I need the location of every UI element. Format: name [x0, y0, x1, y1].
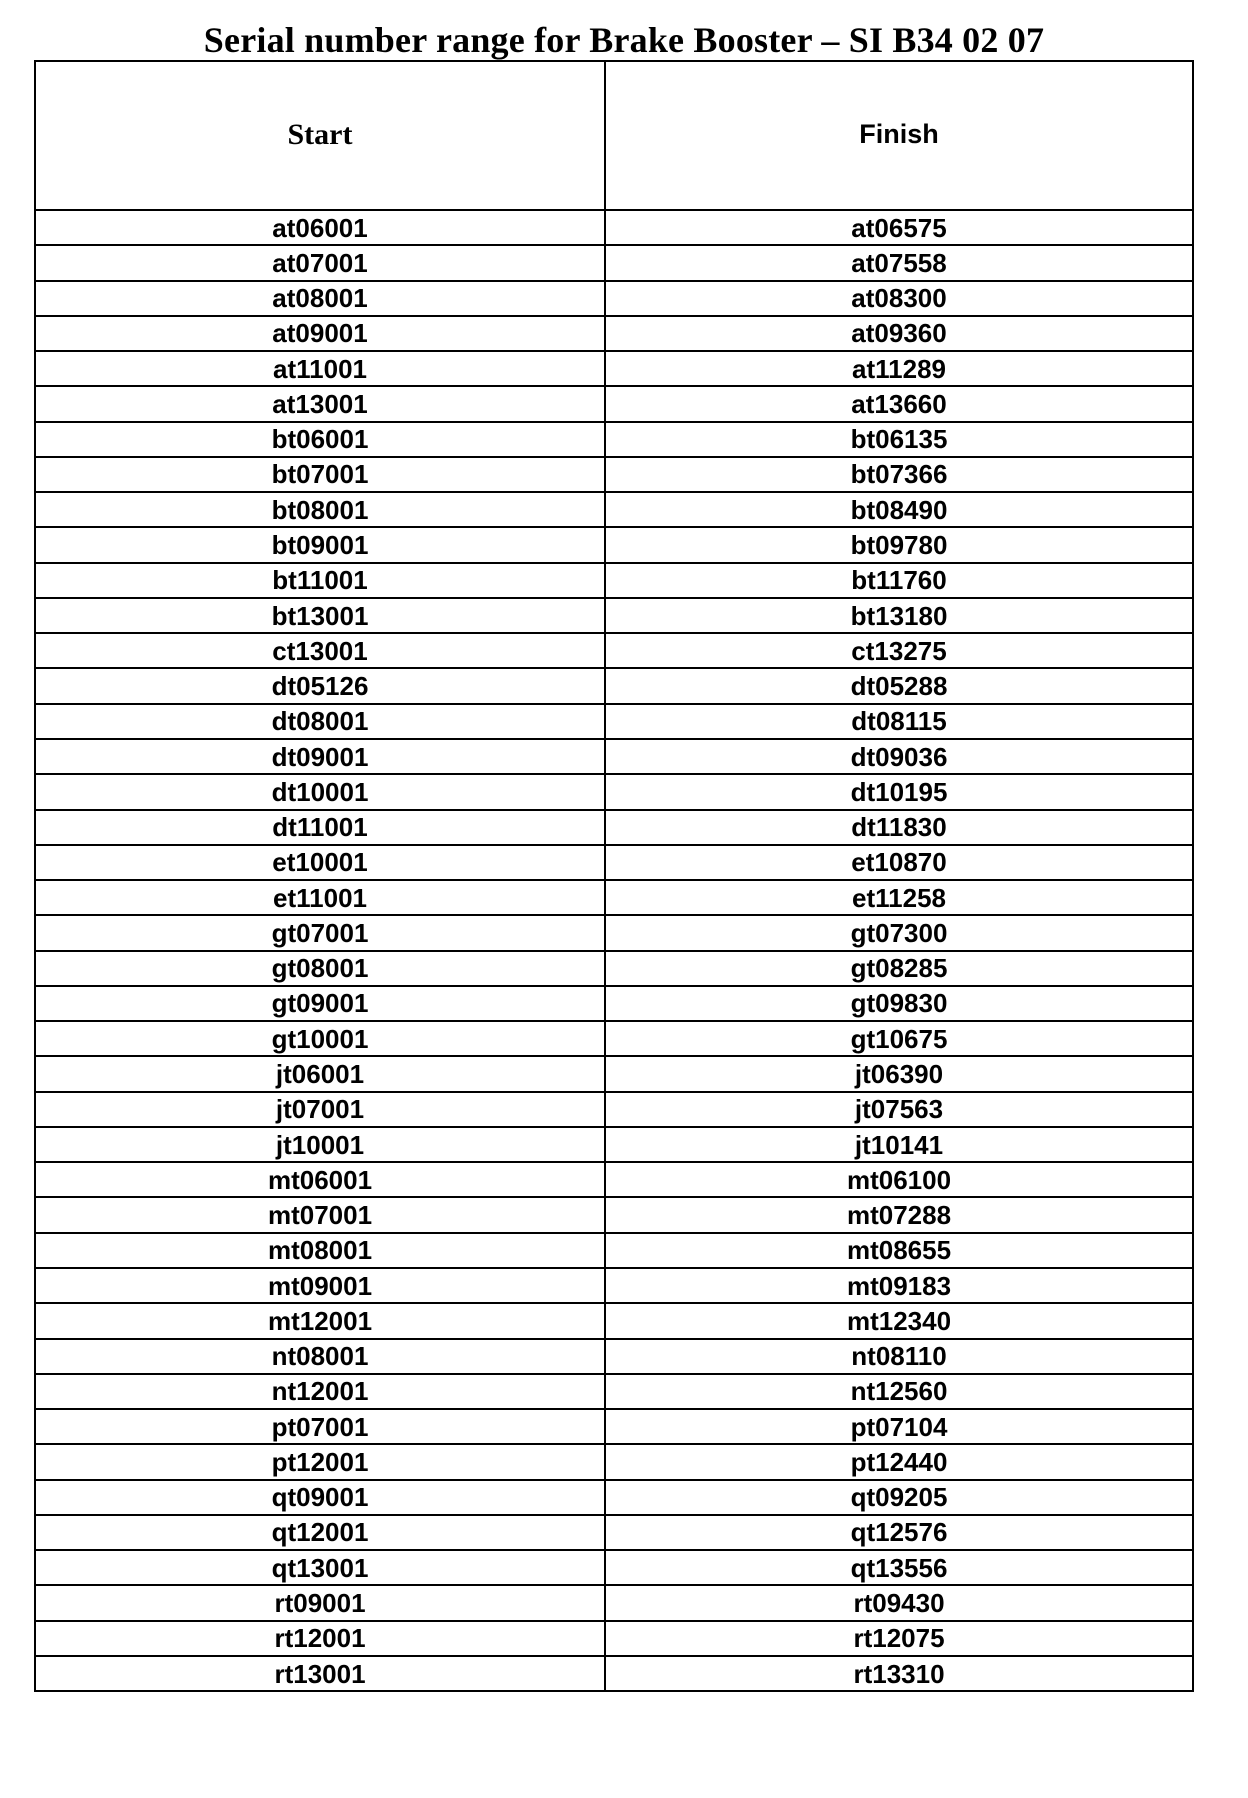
finish-serial-cell: mt08655 — [605, 1233, 1193, 1268]
table-row — [35, 1621, 1193, 1656]
start-serial-cell: at07001 — [35, 245, 605, 280]
table-row — [35, 986, 1193, 1021]
table-body — [35, 210, 1193, 1691]
table-row — [35, 1162, 1193, 1197]
table-row — [35, 527, 1193, 562]
table-row — [35, 386, 1193, 421]
finish-serial-cell: gt09830 — [605, 986, 1193, 1021]
table-row — [35, 598, 1193, 633]
start-serial-cell: jt06001 — [35, 1056, 605, 1091]
start-serial-cell: bt07001 — [35, 457, 605, 492]
table-row — [35, 668, 1193, 703]
finish-serial-cell: bt09780 — [605, 527, 1193, 562]
finish-serial-cell: bt07366 — [605, 457, 1193, 492]
start-serial-cell: nt12001 — [35, 1374, 605, 1409]
finish-serial-cell: mt07288 — [605, 1197, 1193, 1232]
start-serial-cell: nt08001 — [35, 1339, 605, 1374]
table-row — [35, 245, 1193, 280]
start-serial-cell: qt13001 — [35, 1550, 605, 1585]
start-serial-cell: jt10001 — [35, 1127, 605, 1162]
finish-serial-cell: jt07563 — [605, 1092, 1193, 1127]
finish-serial-cell: dt11830 — [605, 810, 1193, 845]
table-row — [35, 739, 1193, 774]
table-row — [35, 633, 1193, 668]
table-row — [35, 281, 1193, 316]
start-serial-cell: gt07001 — [35, 915, 605, 950]
table-row — [35, 1339, 1193, 1374]
start-serial-cell: mt06001 — [35, 1162, 605, 1197]
table-row — [35, 1480, 1193, 1515]
start-serial-cell: gt08001 — [35, 951, 605, 986]
finish-serial-cell: rt12075 — [605, 1621, 1193, 1656]
start-serial-cell: dt10001 — [35, 774, 605, 809]
table-row — [35, 1056, 1193, 1091]
table-row — [35, 1585, 1193, 1620]
table-row — [35, 774, 1193, 809]
start-serial-cell: ct13001 — [35, 633, 605, 668]
start-serial-cell: mt12001 — [35, 1303, 605, 1338]
start-serial-cell: dt05126 — [35, 668, 605, 703]
table-row — [35, 951, 1193, 986]
start-serial-cell: at11001 — [35, 351, 605, 386]
table-row — [35, 1515, 1193, 1550]
finish-serial-cell: gt07300 — [605, 915, 1193, 950]
finish-serial-cell: gt10675 — [605, 1021, 1193, 1056]
start-serial-cell: rt12001 — [35, 1621, 605, 1656]
table-row — [35, 845, 1193, 880]
finish-serial-cell: bt11760 — [605, 563, 1193, 598]
table-header-row — [35, 61, 1193, 210]
column-header-finish: Finish — [605, 61, 1193, 210]
table-row — [35, 1268, 1193, 1303]
finish-serial-cell: at11289 — [605, 351, 1193, 386]
finish-serial-cell: pt12440 — [605, 1444, 1193, 1479]
finish-serial-cell: dt08115 — [605, 704, 1193, 739]
table-row — [35, 880, 1193, 915]
finish-serial-cell: et11258 — [605, 880, 1193, 915]
serial-number-table — [34, 60, 1194, 1692]
start-serial-cell: bt11001 — [35, 563, 605, 598]
finish-serial-cell: mt09183 — [605, 1268, 1193, 1303]
finish-serial-cell: bt06135 — [605, 422, 1193, 457]
table-row — [35, 1444, 1193, 1479]
start-serial-cell: dt11001 — [35, 810, 605, 845]
start-serial-cell: et10001 — [35, 845, 605, 880]
finish-serial-cell: bt13180 — [605, 598, 1193, 633]
finish-serial-cell: dt05288 — [605, 668, 1193, 703]
table-row — [35, 492, 1193, 527]
table-row — [35, 457, 1193, 492]
finish-serial-cell: at13660 — [605, 386, 1193, 421]
finish-serial-cell: qt09205 — [605, 1480, 1193, 1515]
start-serial-cell: bt06001 — [35, 422, 605, 457]
start-serial-cell: jt07001 — [35, 1092, 605, 1127]
finish-serial-cell: jt06390 — [605, 1056, 1193, 1091]
table-row — [35, 563, 1193, 598]
finish-serial-cell: qt12576 — [605, 1515, 1193, 1550]
start-serial-cell: bt13001 — [35, 598, 605, 633]
start-serial-cell: qt09001 — [35, 1480, 605, 1515]
table-row — [35, 1374, 1193, 1409]
table-row — [35, 1127, 1193, 1162]
finish-serial-cell: rt13310 — [605, 1656, 1193, 1691]
start-serial-cell: gt09001 — [35, 986, 605, 1021]
finish-serial-cell: qt13556 — [605, 1550, 1193, 1585]
finish-serial-cell: mt06100 — [605, 1162, 1193, 1197]
table-row — [35, 1233, 1193, 1268]
table-row — [35, 1409, 1193, 1444]
table-row — [35, 422, 1193, 457]
start-serial-cell: pt07001 — [35, 1409, 605, 1444]
start-serial-cell: at06001 — [35, 210, 605, 245]
finish-serial-cell: dt10195 — [605, 774, 1193, 809]
start-serial-cell: rt13001 — [35, 1656, 605, 1691]
table-row — [35, 1550, 1193, 1585]
finish-serial-cell: rt09430 — [605, 1585, 1193, 1620]
finish-serial-cell: at08300 — [605, 281, 1193, 316]
table-row — [35, 810, 1193, 845]
finish-serial-cell: jt10141 — [605, 1127, 1193, 1162]
table-row — [35, 1656, 1193, 1691]
table-row — [35, 915, 1193, 950]
start-serial-cell: dt09001 — [35, 739, 605, 774]
finish-serial-cell: ct13275 — [605, 633, 1193, 668]
start-serial-cell: bt08001 — [35, 492, 605, 527]
start-serial-cell: qt12001 — [35, 1515, 605, 1550]
start-serial-cell: dt08001 — [35, 704, 605, 739]
table-row — [35, 351, 1193, 386]
finish-serial-cell: pt07104 — [605, 1409, 1193, 1444]
finish-serial-cell: at09360 — [605, 316, 1193, 351]
finish-serial-cell: at07558 — [605, 245, 1193, 280]
finish-serial-cell: dt09036 — [605, 739, 1193, 774]
finish-serial-cell: gt08285 — [605, 951, 1193, 986]
start-serial-cell: bt09001 — [35, 527, 605, 562]
start-serial-cell: mt08001 — [35, 1233, 605, 1268]
table-row — [35, 1021, 1193, 1056]
finish-serial-cell: nt12560 — [605, 1374, 1193, 1409]
finish-serial-cell: at06575 — [605, 210, 1193, 245]
finish-serial-cell: mt12340 — [605, 1303, 1193, 1338]
start-serial-cell: pt12001 — [35, 1444, 605, 1479]
table-row — [35, 1303, 1193, 1338]
start-serial-cell: mt09001 — [35, 1268, 605, 1303]
page-title: Serial number range for Brake Booster – SI B34 02 07 — [203, 20, 1045, 60]
table-row — [35, 210, 1193, 245]
table-row — [35, 1197, 1193, 1232]
finish-serial-cell: et10870 — [605, 845, 1193, 880]
start-serial-cell: at08001 — [35, 281, 605, 316]
table-row — [35, 1092, 1193, 1127]
column-header-start: Start — [35, 61, 605, 210]
start-serial-cell: gt10001 — [35, 1021, 605, 1056]
start-serial-cell: rt09001 — [35, 1585, 605, 1620]
table-row — [35, 316, 1193, 351]
table-row — [35, 704, 1193, 739]
start-serial-cell: at13001 — [35, 386, 605, 421]
finish-serial-cell: bt08490 — [605, 492, 1193, 527]
start-serial-cell: mt07001 — [35, 1197, 605, 1232]
finish-serial-cell: nt08110 — [605, 1339, 1193, 1374]
start-serial-cell: et11001 — [35, 880, 605, 915]
start-serial-cell: at09001 — [35, 316, 605, 351]
